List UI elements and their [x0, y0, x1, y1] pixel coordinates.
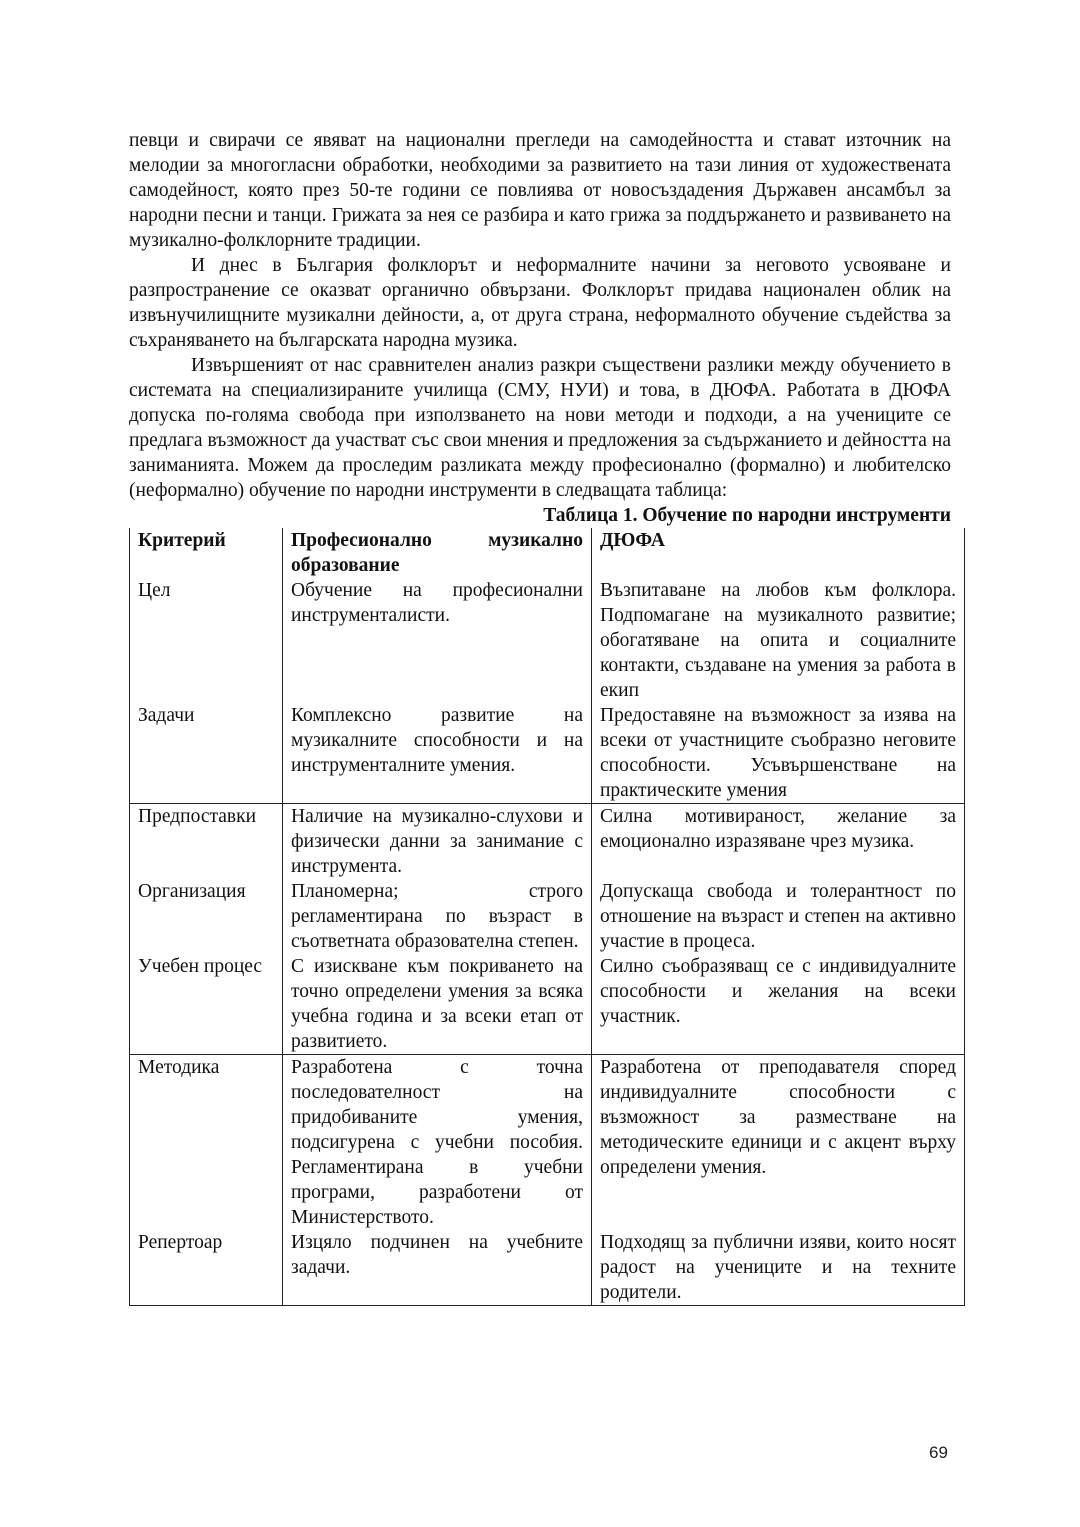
- table-row: [130, 1055, 965, 1231]
- row-dyufa: Предоставяне на възможност за изява на всеки от участниците съобразно неговите способности. Усъвършенстване на практическите умения: [592, 703, 965, 804]
- row-dyufa: Разработена от преподавателя според индивидуалните способности с възможност за разместване на методическите единици и с акцент върху определени умения.: [592, 1055, 965, 1231]
- row-criterion: Организация: [130, 879, 283, 954]
- table-row: [130, 879, 965, 954]
- row-criterion: Учебен процес: [130, 954, 283, 1055]
- comparison-table: [129, 528, 965, 1306]
- table-row: [130, 703, 965, 804]
- paragraph-3: Извършеният от нас сравнителен анализ разкри съществени разлики между обучението в системата на специализираните училища (СМУ, НУИ) и това, в ДЮФА. Работата в ДЮФА допуска по-голяма свобода при използването на нови методи и подходи, а на учениците се предлага възможност да участват със свои мнения и предложения за съдържанието и дейността на заниманията. Можем да проследим разликата между професионално (формално) и любителско (неформално) обучение по народни инструменти в следващата таблица:: [129, 355, 951, 501]
- table-row: [130, 804, 965, 880]
- row-professional: Планомерна; строго регламентирана по възраст в съответната образователна степен.: [283, 879, 592, 954]
- page-number: 69: [929, 1443, 948, 1462]
- header-professional-word2: музикално: [488, 530, 583, 551]
- row-criterion: Предпоставки: [130, 804, 283, 880]
- row-criterion: Репертоар: [130, 1230, 283, 1306]
- row-criterion: Методика: [130, 1055, 283, 1231]
- page-body: [129, 128, 956, 1306]
- row-dyufa: Подходящ за публични изяви, които носят радост на учениците и на техните родители.: [592, 1230, 965, 1306]
- paragraph-2: И днес в България фолклорът и неформалните начини за неговото усвояване и разпространение се оказват органично обвързани. Фолклорът придава национален облик на извънучилищните музикални дейности, а, от друга страна, неформалното обучение съдейства за съхраняването на българската народна музика.: [129, 255, 951, 351]
- row-criterion: Цел: [130, 578, 283, 703]
- row-dyufa: Възпитаване на любов към фолклора. Подпомагане на музикалното развитие; обогатяване на опита и социалните контакти, създаване на умения за работа в екип: [592, 578, 965, 703]
- header-professional-word3: образование: [291, 555, 400, 576]
- row-professional: Обучение на професионални инструменталисти.: [283, 578, 592, 703]
- header-dyufa: ДЮФА: [592, 528, 965, 578]
- paragraph-1: певци и свирачи се явяват на национални прегледи на самодейността и стават източник на мелодии за многогласни обработки, необходими за развитието на тази линия от художествената самодейност, която през 50-те години се повлиява от новосъздадения Държавен ансамбъл за народни песни и танци. Грижата за нея се разбира и като грижа за поддържането и развиването на музикално-фолклорните традиции.: [129, 130, 951, 251]
- row-professional: Наличие на музикално-слухови и физически данни за занимание с инструмента.: [283, 804, 592, 880]
- table-caption: Таблица 1. Обучение по народни инструменти: [543, 505, 951, 526]
- row-dyufa: Силна мотивираност, желание за емоционално изразяване чрез музика.: [592, 804, 965, 880]
- row-dyufa: Силно съобразяващ се с индивидуалните способности и желания на всеки участник.: [592, 954, 965, 1055]
- row-professional: Изцяло подчинен на учебните задачи.: [283, 1230, 592, 1306]
- header-professional-word1: Професионално: [291, 530, 432, 551]
- table-row: [130, 1230, 965, 1306]
- table-row: [130, 578, 965, 703]
- row-professional: Комплексно развитие на музикалните способности и на инструменталните умения.: [283, 703, 592, 804]
- header-criterion: Критерий: [130, 528, 283, 578]
- row-criterion: Задачи: [130, 703, 283, 804]
- row-professional: С изискване към покриването на точно определени умения за всяка учебна година и за всеки етап от развитието.: [283, 954, 592, 1055]
- row-dyufa: Допускаща свобода и толерантност по отношение на възраст и степен на активно участие в процеса.: [592, 879, 965, 954]
- header-professional: [283, 528, 592, 578]
- row-professional: Разработена с точна последователност на придобиваните умения, подсигурена с учебни пособия. Регламентирана в учебни програми, разработени от Министерството.: [283, 1055, 592, 1231]
- table-header-row: [130, 528, 965, 578]
- table-row: [130, 954, 965, 1055]
